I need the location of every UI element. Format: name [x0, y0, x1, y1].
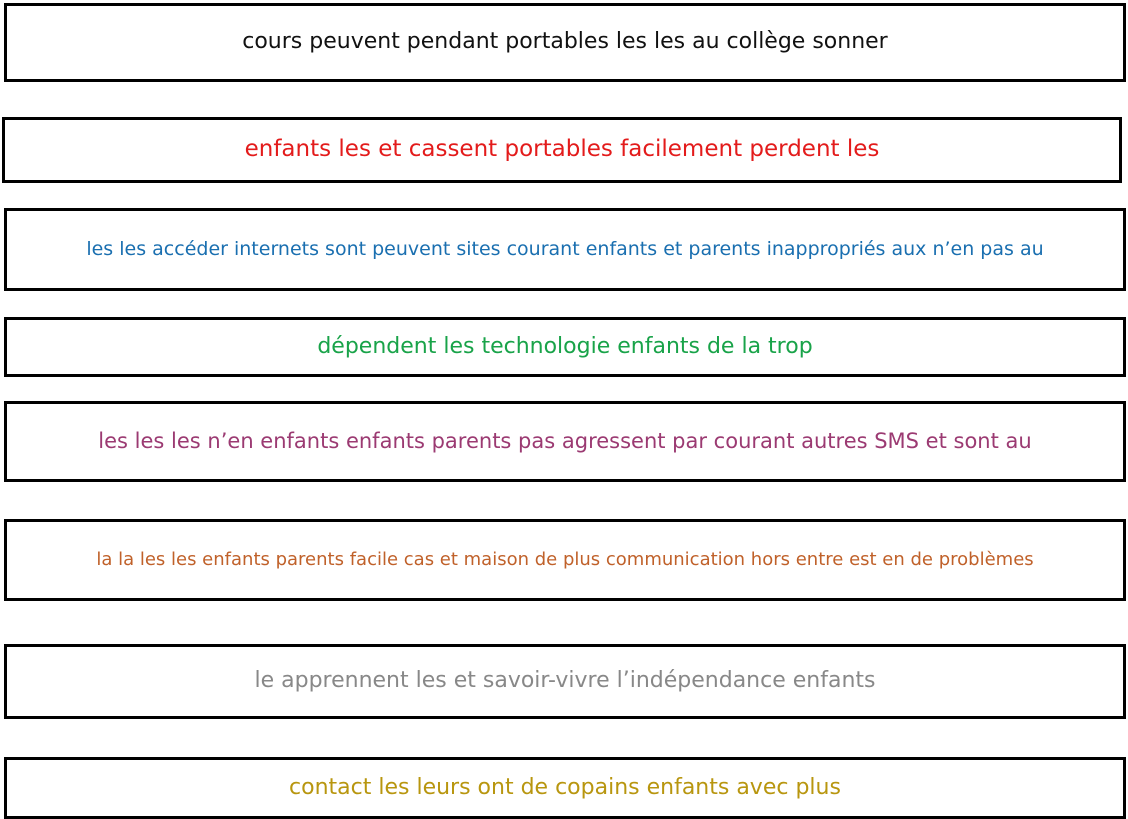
- sentence-strip-6: [4, 519, 1126, 601]
- sentence-strip-4: [4, 317, 1126, 377]
- sentence-strip-1: [4, 3, 1126, 82]
- sentence-strip-5: [4, 401, 1126, 482]
- sentence-text-7: le apprennent les et savoir-vivre l’indépendance enfants: [254, 668, 876, 694]
- sentence-text-6: la la les les enfants parents facile cas et maison de plus communication hors entre est en de problèmes: [96, 549, 1034, 571]
- sentence-strip-7: [4, 644, 1126, 719]
- sentence-strip-8: [4, 757, 1126, 819]
- sentence-strip-2: [2, 117, 1122, 183]
- sentence-text-5: les les les n’en enfants enfants parents pas agressent par courant autres SMS et sont au: [98, 428, 1032, 453]
- sentence-text-1: cours peuvent pendant portables les les au collège sonner: [242, 29, 888, 55]
- sentence-strip-3: [4, 208, 1126, 291]
- sentence-text-2: enfants les et cassent portables facilement perdent les: [244, 136, 880, 163]
- sentence-text-4: dépendent les technologie enfants de la trop: [317, 333, 813, 359]
- sentence-text-3: les les accéder internets sont peuvent sites courant enfants et parents inappropriés aux n’en pas au: [86, 238, 1044, 261]
- sentence-text-8: contact les leurs ont de copains enfants avec plus: [289, 774, 841, 800]
